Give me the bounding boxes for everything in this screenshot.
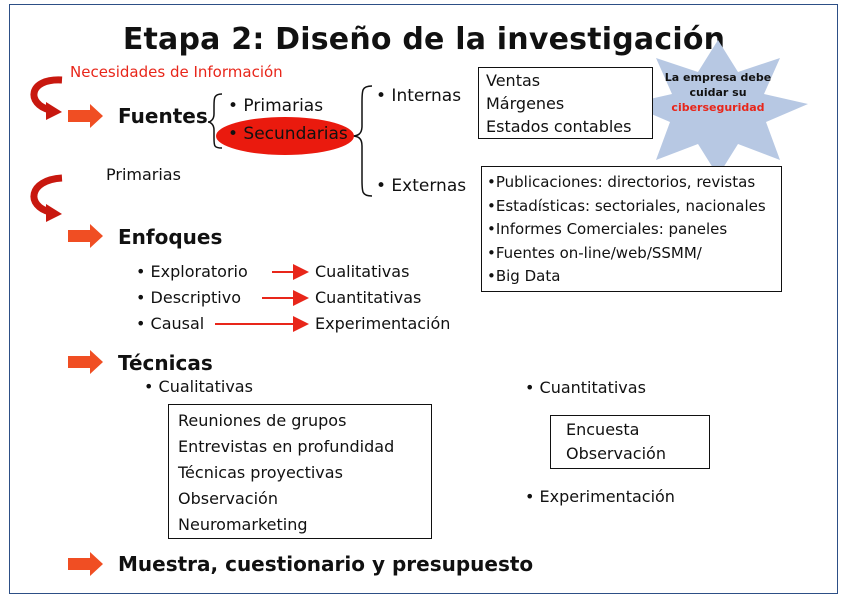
fuentes-option-secundarias: • Secundarias: [228, 124, 348, 144]
curved-arrow-head-icon: [46, 204, 62, 222]
internas-label: • Internas: [376, 86, 462, 106]
enfoque-item-right: Experimentación: [315, 314, 451, 333]
necesidades-label: Necesidades de Información: [70, 63, 283, 81]
externas-box-item: •Fuentes on-line/web/SSMM/: [487, 243, 702, 262]
externas-label: • Externas: [376, 176, 467, 196]
fuentes-heading: Fuentes: [118, 104, 208, 128]
block-arrow-icon: [68, 224, 103, 248]
cualitativas-box-item: Observación: [178, 489, 278, 508]
brace-icon: [352, 86, 372, 196]
tecnicas-heading: Técnicas: [118, 351, 213, 375]
cualitativas-box-item: Neuromarketing: [178, 515, 308, 534]
cuantitativas-box-item: Observación: [566, 444, 666, 463]
cualitativas-box-item: Técnicas proyectivas: [178, 463, 343, 482]
externas-box-item: •Publicaciones: directorios, revistas: [487, 173, 756, 191]
block-arrow-icon: [68, 350, 103, 374]
primarias-label: Primarias: [106, 165, 181, 184]
externas-box: [481, 166, 782, 292]
block-arrow-icon: [68, 104, 103, 128]
cualitativas-box-item: Reuniones de grupos: [178, 411, 347, 430]
enfoque-item-right: Cualitativas: [315, 262, 410, 281]
slide-title: Etapa 2: Diseño de la investigación: [122, 22, 726, 57]
externas-box-item: •Estadísticas: sectoriales, nacionales: [487, 196, 766, 215]
cualitativas-box-item: Entrevistas en profundidad: [178, 437, 395, 456]
enfoques-heading: Enfoques: [118, 225, 223, 249]
externas-box-item: •Big Data: [487, 267, 561, 285]
cuantitativas-label: • Cuantitativas: [525, 378, 646, 397]
enfoque-item-left: • Exploratorio: [136, 262, 248, 281]
internas-box: [478, 67, 653, 139]
callout-highlight: ciberseguridad: [671, 101, 765, 114]
curved-arrow-head-icon: [46, 102, 62, 120]
cualitativas-label: • Cualitativas: [144, 377, 253, 396]
enfoque-item-left: • Causal: [136, 314, 205, 333]
cuantitativas-box: [550, 415, 710, 469]
enfoque-item-right: Cuantitativas: [315, 288, 422, 307]
cuantitativas-box-item: Encuesta: [566, 420, 640, 439]
internas-box-item: Márgenes: [486, 94, 565, 113]
callout-text: [653, 70, 783, 115]
cualitativas-box: [168, 404, 432, 539]
muestra-heading: Muestra, cuestionario y presupuesto: [118, 552, 534, 576]
fuentes-option-primarias: • Primarias: [228, 96, 324, 116]
callout-line: La empresa debe: [664, 71, 772, 84]
externas-box-item: •Informes Comerciales: paneles: [487, 220, 728, 238]
internas-box-item: Estados contables: [486, 117, 632, 136]
callout-line: cuidar su: [689, 86, 747, 99]
internas-box-item: Ventas: [486, 71, 541, 90]
block-arrow-icon: [68, 552, 103, 576]
enfoque-item-left: • Descriptivo: [136, 288, 241, 307]
experimentacion-label: • Experimentación: [525, 487, 675, 506]
